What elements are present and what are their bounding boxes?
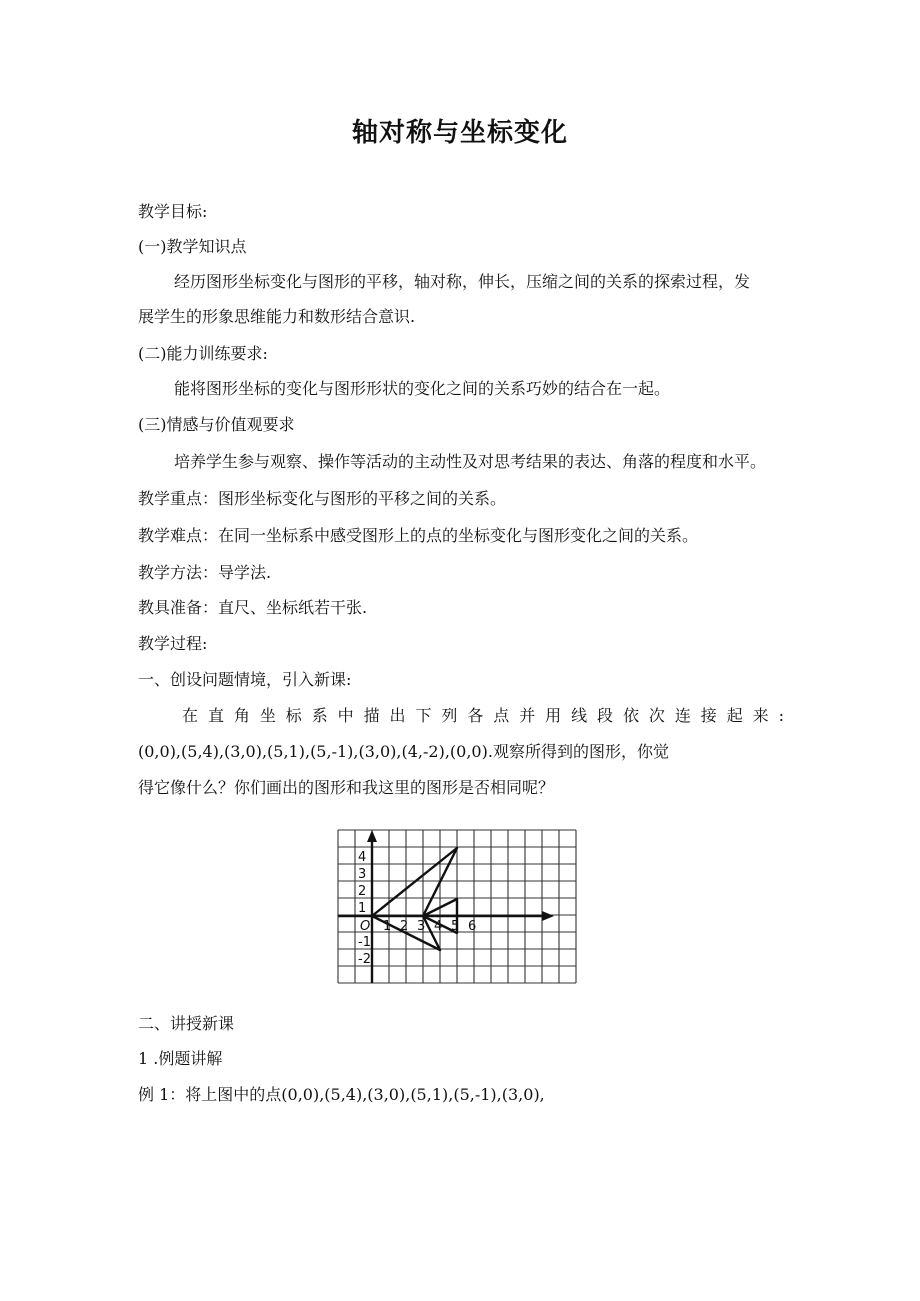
teaching-method: 教学方法：导学法. xyxy=(138,563,272,582)
document-title: 轴对称与坐标变化 xyxy=(351,118,568,148)
ability-text: 能将图形坐标的变化与图形形状的变化之间的关系巧妙的结合在一起。 xyxy=(174,379,671,398)
y-tick-label: 1 xyxy=(358,901,367,916)
section-one-heading: 一、创设问题情境，引入新课: xyxy=(138,670,352,689)
knowledge-text-line-2: 展学生的形象思维能力和数形结合意识. xyxy=(138,307,416,326)
instruction-line-3: 得它像什么？你们画出的图形和我这里的图形是否相同呢？ xyxy=(138,778,555,797)
difficult-point: 教学难点：在同一坐标系中感受图形上的点的坐标变化与图形变化之间的关系。 xyxy=(138,526,699,545)
ability-heading: (二)能力训练要求: xyxy=(138,344,268,363)
x-tick-label: 6 xyxy=(468,919,477,934)
x-tick-label: 5 xyxy=(451,919,460,934)
instruction-line-1: 在直角坐标系中描出下列各点并用线段依次连接起来: xyxy=(182,706,784,725)
x-tick-label: 1 xyxy=(383,919,392,934)
y-axis-arrow xyxy=(367,830,377,842)
emotion-text: 培养学生参与观察、操作等活动的主动性及对思考结果的表达、角落的程度和水平。 xyxy=(174,452,767,471)
y-tick-label: -2 xyxy=(358,952,371,967)
teaching-tools: 教具准备：直尺、坐标纸若干张. xyxy=(138,598,368,617)
example-one-text: 例 1：将上图中的点(0,0),(5,4),(3,0),(5,1),(5,-1),(3,0), xyxy=(138,1085,545,1104)
x-tick-label: 4 xyxy=(434,919,443,934)
x-axis-arrow xyxy=(542,911,554,921)
coordinate-figure xyxy=(336,826,584,988)
y-tick-label: -1 xyxy=(358,935,371,950)
key-point: 教学重点：图形坐标变化与图形的平移之间的关系。 xyxy=(138,489,507,508)
instruction-line-2: (0,0),(5,4),(3,0),(5,1),(5,-1),(3,0),(4,-2),(0,0).观察所得到的图形，你觉 xyxy=(138,742,669,761)
objectives-heading: 教学目标: xyxy=(138,202,208,221)
origin-label: O xyxy=(360,919,371,934)
section-two-heading: 二、讲授新课 xyxy=(138,1014,235,1033)
connected-figure xyxy=(372,848,460,950)
x-tick-label: 3 xyxy=(417,919,426,934)
y-tick-label: 4 xyxy=(358,850,367,865)
process-heading: 教学过程: xyxy=(138,634,208,653)
y-tick-label: 2 xyxy=(358,884,367,899)
y-tick-label: 3 xyxy=(358,867,367,882)
x-tick-label: 2 xyxy=(400,919,409,934)
emotion-heading: (三)情感与价值观要求 xyxy=(138,415,295,434)
example-heading: 1 .例题讲解 xyxy=(138,1049,223,1068)
knowledge-heading: (一)教学知识点 xyxy=(138,237,247,256)
knowledge-text-line-1: 经历图形坐标变化与图形的平移，轴对称，伸长，压缩之间的关系的探索过程，发 xyxy=(174,272,751,291)
